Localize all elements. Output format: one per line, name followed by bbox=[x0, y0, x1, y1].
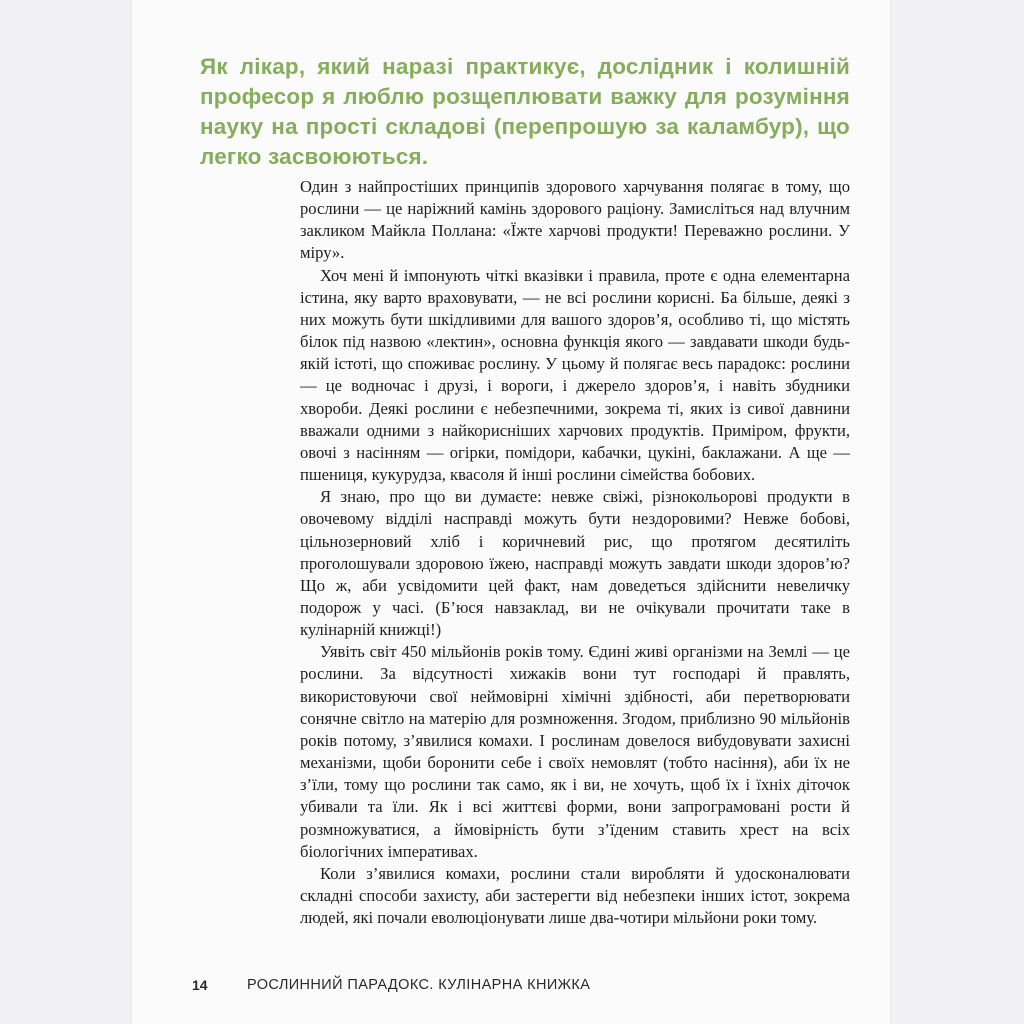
page-number: 14 bbox=[192, 977, 208, 993]
paragraph: Уявіть світ 450 мільйонів років тому. Єдині живі організми на Землі — це рослини. За відсутності хижаків вони тут господарі й правлять, використовуючи свої неймовірні хімічні здібності, аби перетворювати сонячне світло на матерію для розмноження. Згодом, приблизно 90 мільйонів років потому, з’явилися комахи. І рослинам довелося вибудовувати захисні механізми, щоби боронити себе і своїх немовлят (тобто насіння), аби їх не з’їли, тому що рослини так само, як і ви, не хочуть, щоб їх і їхніх діточок убивали та їли. Як і всі життєві форми, вони запрограмовані рости й розмножуватися, а ймовірність бути з’їденим ставить хрест на всіх біологічних імперативах. bbox=[300, 642, 850, 861]
running-title: РОСЛИННИЙ ПАРАДОКС. КУЛІНАРНА КНИЖКА bbox=[247, 977, 591, 993]
pull-quote: Як лікар, який наразі практикує, дослідник і колишній професор я люблю розщеплювати важку для розуміння науку на прості складові (перепрошую за каламбур), що легко засвоюються. bbox=[200, 54, 850, 169]
paragraph: Я знаю, про що ви думаєте: невже свіжі, різнокольорові продукти в овочевому відділі насправді можуть бути нездоровими? Невже бобові, цільнозерновий хліб і коричневий рис, що протягом десятиліть проголошували здоровою їжею, насправді можуть завдати шкоди здоров’ю? Що ж, аби усвідомити цей факт, нам доведеться здійснити невеличку подорож у часі. (Б’юся навзаклад, ви не очікували прочитати таке в кулінарній книжці!) bbox=[300, 487, 850, 640]
paragraph: Коли з’явилися комахи, рослини стали виробляти й удосконалювати складні способи захисту, аби застерегти від небезпеки інших істот, зокрема людей, які почали еволюціонувати лише два-чотири мільйони роки тому. bbox=[300, 863, 850, 928]
paragraph: Хоч мені й імпонують чіткі вказівки і правила, проте є одна елементарна істина, яку варто враховувати, — не всі рослини корисні. Ба більше, деякі з них можуть бути шкідливими для вашого здоров’я, особливо ті, що містять білок під назвою «лектин», основна функція якого — завдавати шкоди будь-якій істоті, що споживає рослину. У цьому й полягає весь парадокс: рослини — це водночас і друзі, і вороги, і джерело здоров’я, і навіть збудники хвороби. Деякі рослини є небезпечними, зокрема ті, яких із сивої давнини вважали одними з найкорисніших харчових продуктів. Приміром, фрукти, овочі з насінням — огірки, помідори, кабачки, цукіні, баклажани. А ще — пшениця, кукурудза, квасоля й інші рослини сімейства бобових. bbox=[300, 265, 850, 485]
body-text bbox=[300, 176, 850, 929]
book-page bbox=[132, 0, 890, 1024]
paragraph: Один з найпростіших принципів здорового харчування полягає в тому, що рослини — це наріжний камінь здорового раціону. Замисліться над влучним закликом Майкла Поллана: «Їжте харчові продукти! Переважно рослини. У міру». bbox=[300, 177, 850, 263]
page-footer bbox=[192, 975, 852, 995]
